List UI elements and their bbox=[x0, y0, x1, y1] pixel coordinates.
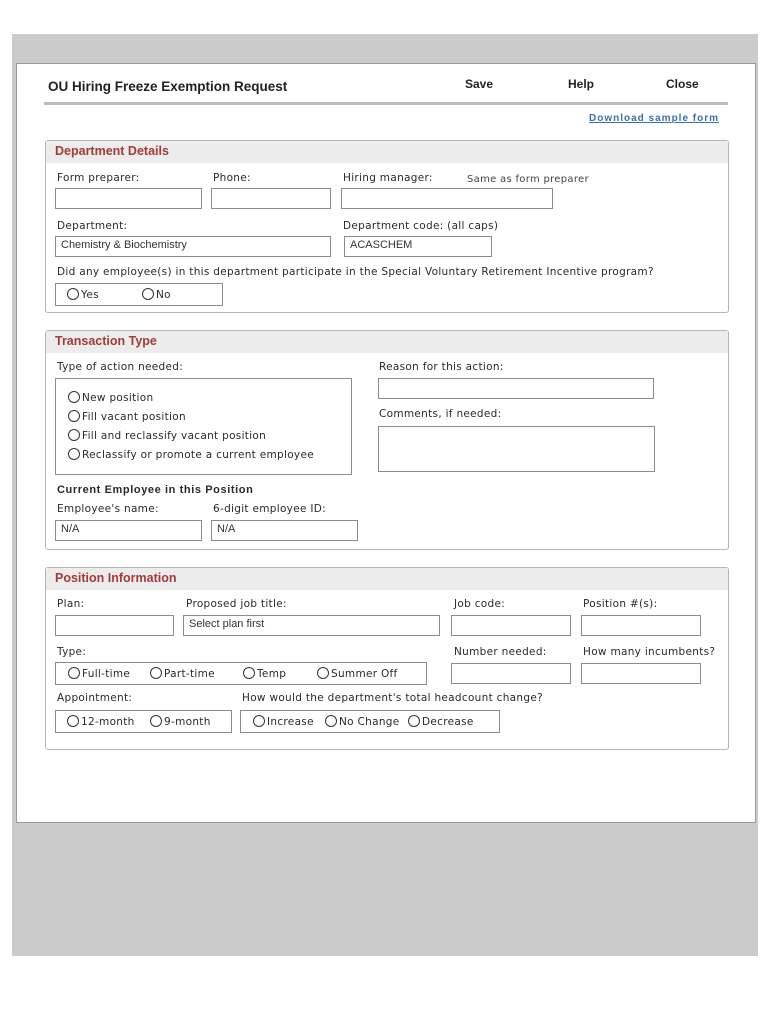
department-input[interactable]: Chemistry & Biochemistry bbox=[55, 236, 331, 257]
radio-label: Part-time bbox=[164, 668, 215, 680]
help-button[interactable]: Help bbox=[568, 77, 595, 91]
9-month-radio[interactable] bbox=[150, 715, 211, 728]
increase-radio[interactable] bbox=[253, 715, 314, 728]
radio-circle-icon bbox=[67, 715, 79, 727]
plan-select[interactable] bbox=[55, 615, 174, 636]
radio-circle-icon bbox=[408, 715, 420, 727]
svri-no-radio[interactable] bbox=[142, 288, 171, 301]
radio-circle-icon bbox=[243, 667, 255, 679]
comments-label: Comments, if needed: bbox=[379, 408, 502, 420]
part-time-radio[interactable] bbox=[150, 667, 215, 680]
radio-label: New position bbox=[82, 392, 154, 404]
comments-textarea[interactable] bbox=[378, 426, 655, 472]
radio-circle-icon bbox=[68, 429, 80, 441]
hiring-manager-hint: Same as form preparer bbox=[467, 174, 589, 185]
radio-circle-icon bbox=[317, 667, 329, 679]
headcount-question: How would the department's total headcount change? bbox=[242, 692, 543, 704]
phone-label: Phone: bbox=[213, 172, 251, 184]
hiring-manager-input[interactable] bbox=[341, 188, 553, 209]
radio-label: 12-month bbox=[81, 716, 135, 728]
radio-label: Fill and reclassify vacant position bbox=[82, 430, 267, 442]
job-code-label: Job code: bbox=[454, 598, 506, 610]
employee-name-input[interactable]: N/A bbox=[55, 520, 202, 541]
summer-off-radio[interactable] bbox=[317, 667, 398, 680]
employee-id-input[interactable]: N/A bbox=[211, 520, 358, 541]
job-title-select[interactable]: Select plan first bbox=[183, 615, 440, 636]
number-needed-input[interactable] bbox=[451, 663, 571, 684]
radio-label: No Change bbox=[339, 716, 400, 728]
reclassify-promote-radio[interactable] bbox=[68, 448, 314, 461]
full-time-radio[interactable] bbox=[68, 667, 130, 680]
radio-label: No bbox=[156, 289, 171, 301]
employee-id-label: 6-digit employee ID: bbox=[213, 503, 326, 515]
radio-circle-icon bbox=[68, 391, 80, 403]
section-title: Department Details bbox=[55, 144, 169, 158]
plan-label: Plan: bbox=[57, 598, 85, 610]
radio-circle-icon bbox=[68, 667, 80, 679]
position-number-input[interactable] bbox=[581, 615, 701, 636]
radio-label: Increase bbox=[267, 716, 314, 728]
job-title-label: Proposed job title: bbox=[186, 598, 287, 610]
radio-circle-icon bbox=[253, 715, 265, 727]
svri-yes-radio[interactable] bbox=[67, 288, 99, 301]
radio-label: Reclassify or promote a current employee bbox=[82, 449, 314, 461]
incumbents-label: How many incumbents? bbox=[583, 646, 716, 658]
radio-circle-icon bbox=[142, 288, 154, 300]
number-needed-label: Number needed: bbox=[454, 646, 547, 658]
form-preparer-label: Form preparer: bbox=[57, 172, 140, 184]
radio-circle-icon bbox=[325, 715, 337, 727]
phone-input[interactable] bbox=[211, 188, 331, 209]
svri-question: Did any employee(s) in this department participate in the Special Voluntary Retirement Incentive program? bbox=[57, 266, 654, 278]
no-change-radio[interactable] bbox=[325, 715, 400, 728]
radio-label: Summer Off bbox=[331, 668, 398, 680]
radio-label: Fill vacant position bbox=[82, 411, 186, 423]
decrease-radio[interactable] bbox=[408, 715, 474, 728]
job-code-input[interactable] bbox=[451, 615, 571, 636]
type-label: Type: bbox=[57, 646, 87, 658]
reason-label: Reason for this action: bbox=[379, 361, 504, 373]
incumbents-input[interactable] bbox=[581, 663, 701, 684]
radio-label: Full-time bbox=[82, 668, 131, 680]
radio-label: 9-month bbox=[164, 716, 211, 728]
appointment-label: Appointment: bbox=[57, 692, 133, 704]
radio-circle-icon bbox=[67, 288, 79, 300]
fill-vacant-radio[interactable] bbox=[68, 410, 186, 423]
radio-label: Decrease bbox=[422, 716, 474, 728]
radio-circle-icon bbox=[150, 667, 162, 679]
save-button[interactable]: Save bbox=[465, 77, 494, 91]
temp-radio[interactable] bbox=[243, 667, 286, 680]
fill-reclassify-radio[interactable] bbox=[68, 429, 266, 442]
12-month-radio[interactable] bbox=[67, 715, 135, 728]
department-label: Department: bbox=[57, 220, 128, 232]
radio-circle-icon bbox=[68, 448, 80, 460]
hiring-manager-label: Hiring manager: bbox=[343, 172, 433, 184]
radio-circle-icon bbox=[150, 715, 162, 727]
current-employee-heading: Current Employee in this Position bbox=[57, 484, 254, 496]
section-title: Position Information bbox=[55, 571, 177, 585]
radio-circle-icon bbox=[68, 410, 80, 422]
radio-label: Yes bbox=[81, 289, 99, 301]
department-code-input[interactable]: ACASCHEM bbox=[344, 236, 492, 257]
section-title: Transaction Type bbox=[55, 334, 157, 348]
title-divider bbox=[44, 102, 728, 105]
download-sample-link[interactable]: Download sample form bbox=[589, 113, 720, 124]
form-preparer-input[interactable] bbox=[55, 188, 202, 209]
form-title: OU Hiring Freeze Exemption Request bbox=[48, 79, 288, 94]
action-type-label: Type of action needed: bbox=[57, 361, 184, 373]
department-code-label: Department code: (all caps) bbox=[343, 220, 499, 232]
close-button[interactable]: Close bbox=[666, 77, 699, 91]
radio-label: Temp bbox=[257, 668, 287, 680]
position-number-label: Position #(s): bbox=[583, 598, 658, 610]
reason-input[interactable] bbox=[378, 378, 654, 399]
new-position-radio[interactable] bbox=[68, 391, 153, 404]
employee-name-label: Employee's name: bbox=[57, 503, 159, 515]
